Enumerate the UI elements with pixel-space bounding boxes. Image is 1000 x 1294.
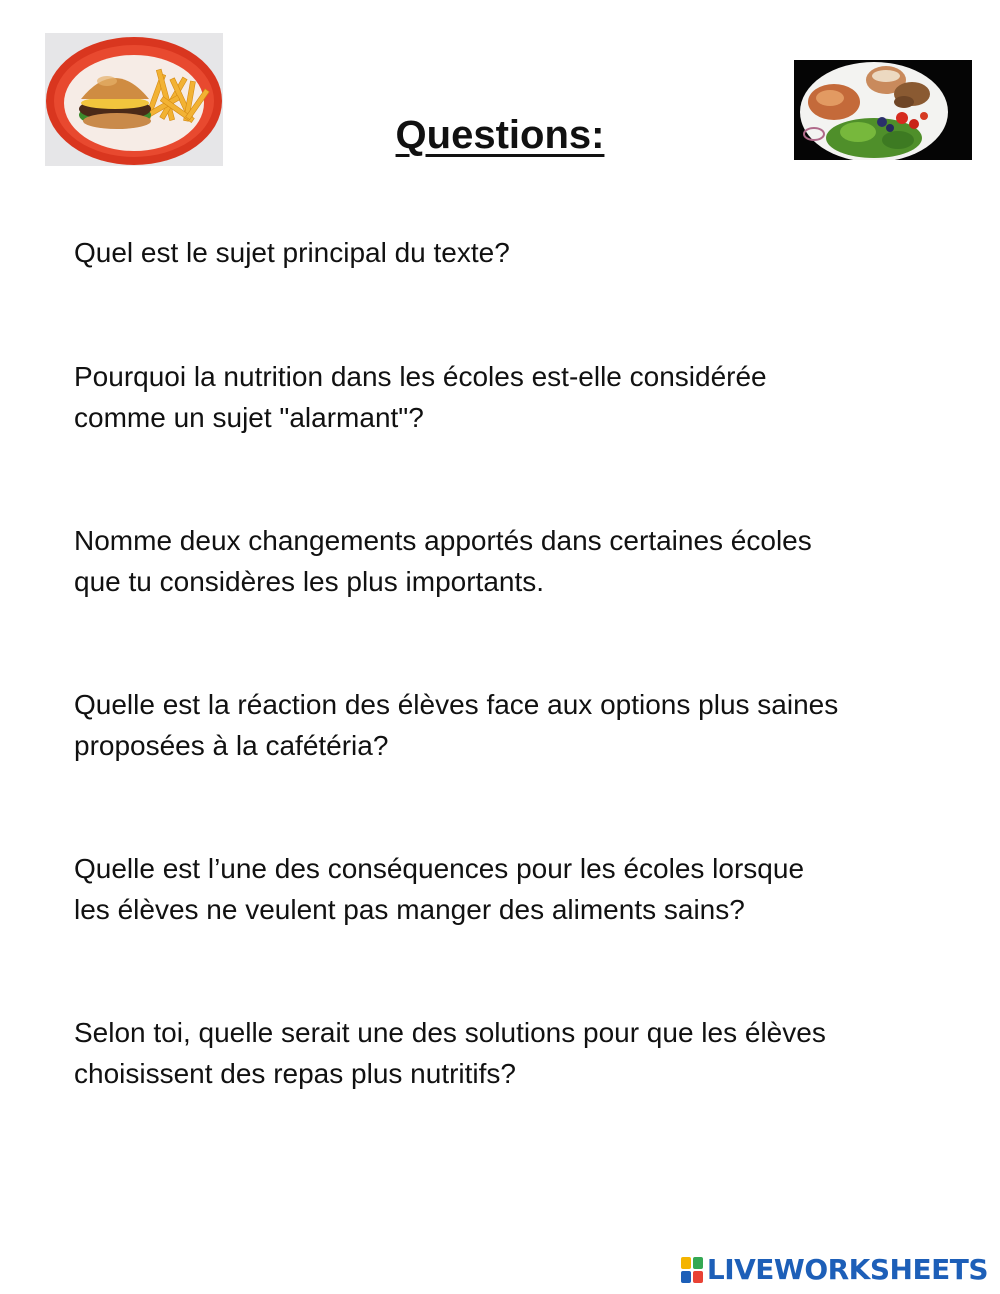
question-2: Pourquoi la nutrition dans les écoles est-elle considérée comme un sujet "alarmant"? [74, 361, 767, 433]
healthy-plate-image [794, 60, 972, 160]
brand-wordmark: LIVEWORKSHEETS [706, 1253, 988, 1286]
question-4: Quelle est la réaction des élèves face aux options plus saines proposées à la cafétéria? [74, 689, 839, 761]
healthy-plate-illustration [794, 60, 972, 160]
question-1: Quel est le sujet principal du texte? [74, 237, 510, 268]
question-3: Nomme deux changements apportés dans certaines écoles que tu considères les plus importants. [74, 525, 812, 597]
liveworksheets-brand [681, 1252, 988, 1288]
page-title: Questions: [395, 112, 605, 157]
question-5: Quelle est l’une des conséquences pour les écoles lorsque les élèves ne veulent pas manger des aliments sains? [74, 853, 805, 925]
liveworksheets-logo-icon [681, 1257, 703, 1283]
question-6: Selon toi, quelle serait une des solutions pour que les élèves choisissent des repas plus nutritifs? [74, 1017, 826, 1089]
